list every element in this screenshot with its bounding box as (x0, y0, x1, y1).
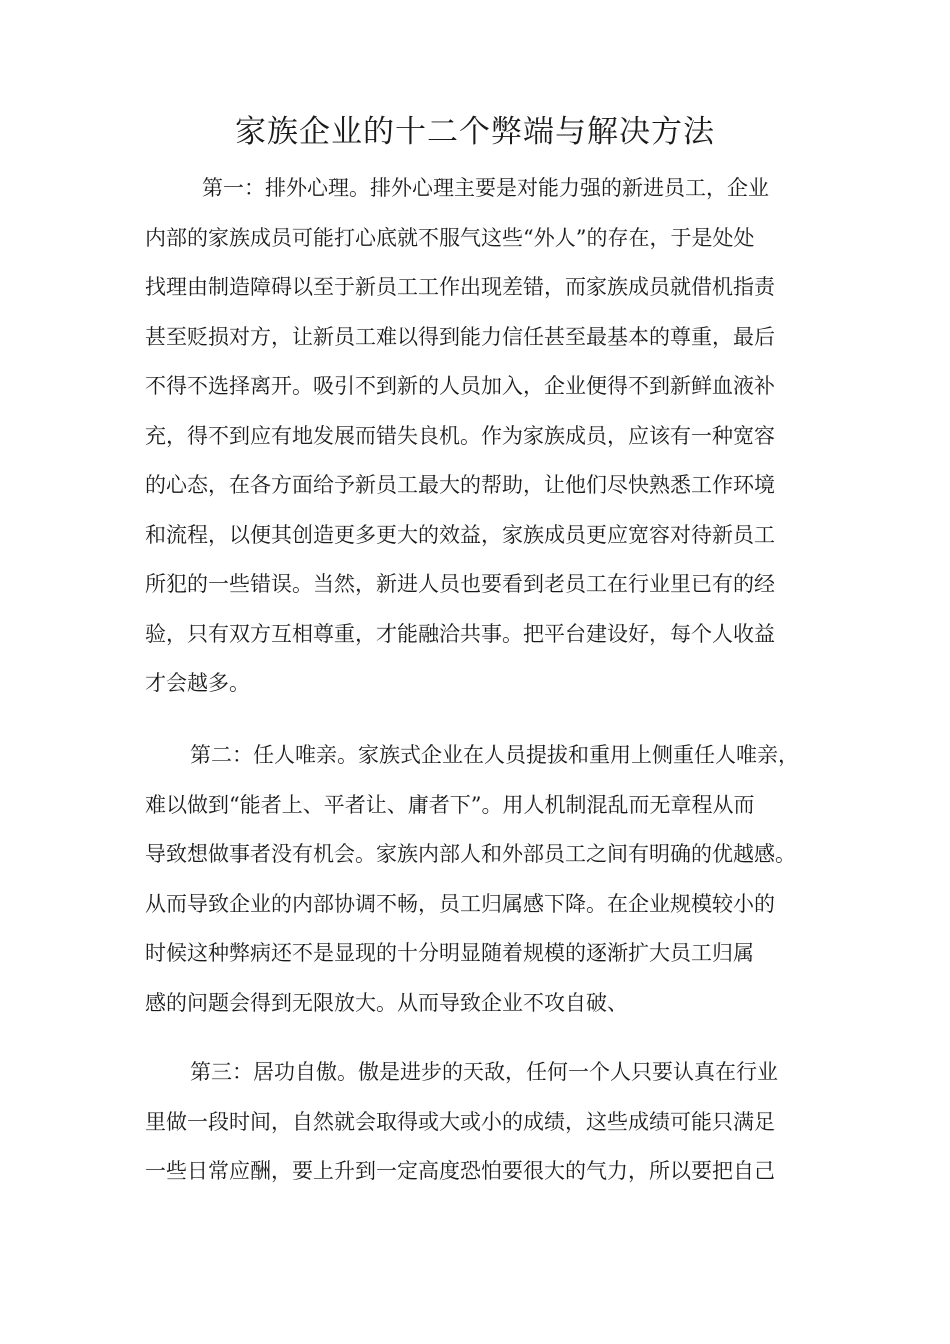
paragraph-line: 第二：任人唯亲。家族式企业在人员提拔和重用上侧重任人唯亲， (190, 743, 799, 767)
document-title: 家族企业的十二个弊端与解决方法 (235, 114, 715, 150)
paragraph-line: 验，只有双方互相尊重，才能融洽共事。把平台建设好，每个人收益 (145, 622, 775, 646)
paragraph-line: 第一：排外心理。排外心理主要是对能力强的新进员工，企业 (202, 176, 769, 200)
paragraph-line: 内部的家族成员可能打心底就不服气这些“外人”的存在，于是处处 (145, 226, 755, 250)
paragraph-line: 才会越多。 (145, 671, 250, 695)
paragraph-line: 充，得不到应有地发展而错失良机。作为家族成员，应该有一种宽容 (145, 424, 775, 448)
paragraph-line: 的心态，在各方面给予新员工最大的帮助，让他们尽快熟悉工作环境 (145, 473, 775, 497)
paragraph-line: 里做一段时间，自然就会取得或大或小的成绩，这些成绩可能只满足 (145, 1110, 775, 1134)
paragraph-line: 找理由制造障碍以至于新员工工作出现差错，而家族成员就借机指责 (145, 275, 775, 299)
paragraph-line: 一些日常应酬，要上升到一定高度恐怕要很大的气力，所以要把自己 (145, 1159, 775, 1183)
paragraph-line: 第三：居功自傲。傲是进步的天敌，任何一个人只要认真在行业 (190, 1060, 778, 1084)
paragraph-line: 和流程，以便其创造更多更大的效益，家族成员更应宽容对待新员工 (145, 523, 775, 547)
paragraph-line: 时候这种弊病还不是显现的十分明显随着规模的逐渐扩大员工归属 (145, 941, 754, 965)
paragraph-line: 难以做到“能者上、平者让、庸者下”。用人机制混乱而无章程从而 (145, 793, 755, 817)
paragraph-line: 导致想做事者没有机会。家族内部人和外部员工之间有明确的优越感。 (145, 842, 796, 866)
paragraph-line: 不得不选择离开。吸引不到新的人员加入，企业便得不到新鲜血液补 (145, 374, 775, 398)
paragraph-line: 所犯的一些错误。当然，新进人员也要看到老员工在行业里已有的经 (145, 572, 775, 596)
paragraph-line: 甚至贬损对方，让新员工难以得到能力信任甚至最基本的尊重，最后 (145, 325, 775, 349)
paragraph-line: 从而导致企业的内部协调不畅，员工归属感下降。在企业规模较小的 (145, 892, 775, 916)
paragraph-line: 感的问题会得到无限放大。从而导致企业不攻自破、 (145, 991, 628, 1015)
